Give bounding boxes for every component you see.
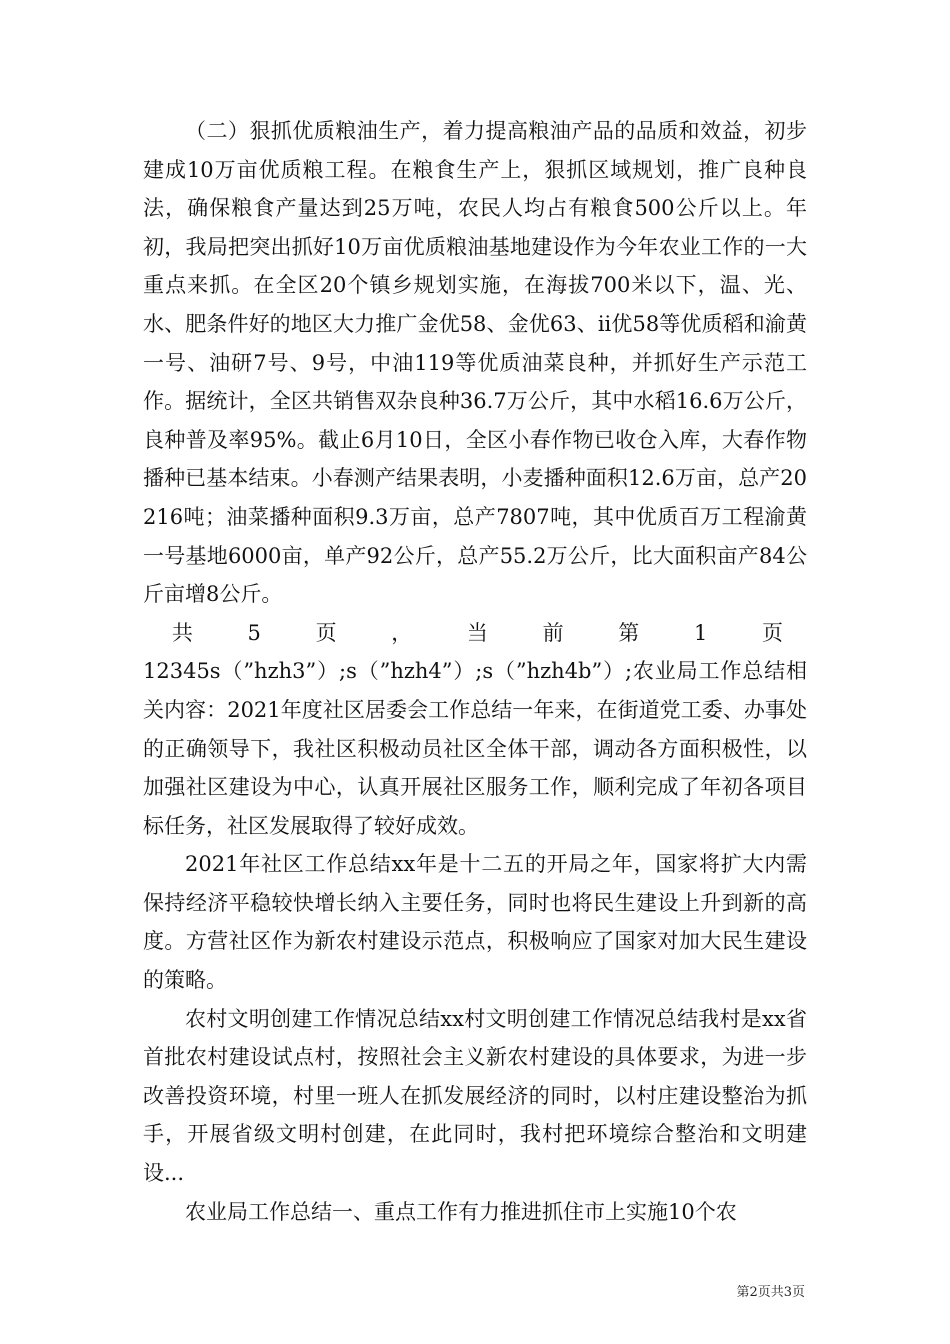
paragraph-agriculture-bureau: 农业局工作总结一、重点工作有力推进抓住市上实施10个农 bbox=[185, 1199, 737, 1224]
paragraph-related-content: 12345s（”hzh3”）;s（”hzh4”）;s（”hzh4b”）;农业局工作总结相关内容：2021年度社区居委会工作总结一年来，在街道党工委、办事处的正确领导下，我社区积极动员社区全体干部，调动各方面积极性，以加强社区建设为中心，认真开展社区服务工作，顺利完成了年初各项目标任务，社区发展取得了较好成效。 bbox=[143, 659, 807, 838]
page-counter: 共 5 页 ， 当 前 第 1 页 bbox=[171, 620, 807, 645]
paragraph-grain-oil: （二）狠抓优质粮油生产，着力提高粮油产品的品质和效益，初步建成10万亩优质粮工程。在粮食生产上，狠抓区域规划，推广良种良法，确保粮食产量达到25万吨，农民人均占有粮食500公斤以上。年初，我局把突出抓好10万亩优质粮油基地建设作为今年农业工作的一大重点来抓。在全区20个镇乡规划实施，在海拔700米以下，温、光、水、肥条件好的地区大力推广金优58、金优63、ii优58等优质稻和渝黄一号、油研7号、9号，中油119等优质油菜良种，并抓好生产示范工作。据统计，全区共销售双杂良种36.7万公斤，其中水稻16.6万公斤，良种普及率95%。截止6月10日，全区小春作物已收仓入库，大春作物播种已基本结束。小春测产结果表明，小麦播种面积12.6万亩，总产20216吨；油菜播种面积9.3万亩，总产7807吨，其中优质百万工程渝黄一号基地6000亩，单产92公斤，总产55.2万公斤，比大面积亩产84公斤亩增8公斤。 bbox=[143, 119, 807, 607]
document-body bbox=[143, 112, 807, 1231]
page-footer: 第2页共3页 bbox=[736, 1285, 805, 1300]
paragraph-village-civilization: 农村文明创建工作情况总结xx村文明创建工作情况总结我村是xx省首批农村建设试点村，按照社会主义新农村建设的具体要求，为进一步改善投资环境，村里一班人在抓发展经济的同时，以村庄建设整治为抓手，开展省级文明村创建，在此同时，我村把环境综合整治和文明建设... bbox=[143, 1006, 807, 1186]
paragraph-community-summary: 2021年社区工作总结xx年是十二五的开局之年，国家将扩大内需保持经济平稳较快增长纳入主要任务，同时也将民生建设上升到新的高度。方营社区作为新农村建设示范点，积极响应了国家对加大民生建设的策略。 bbox=[143, 852, 807, 993]
